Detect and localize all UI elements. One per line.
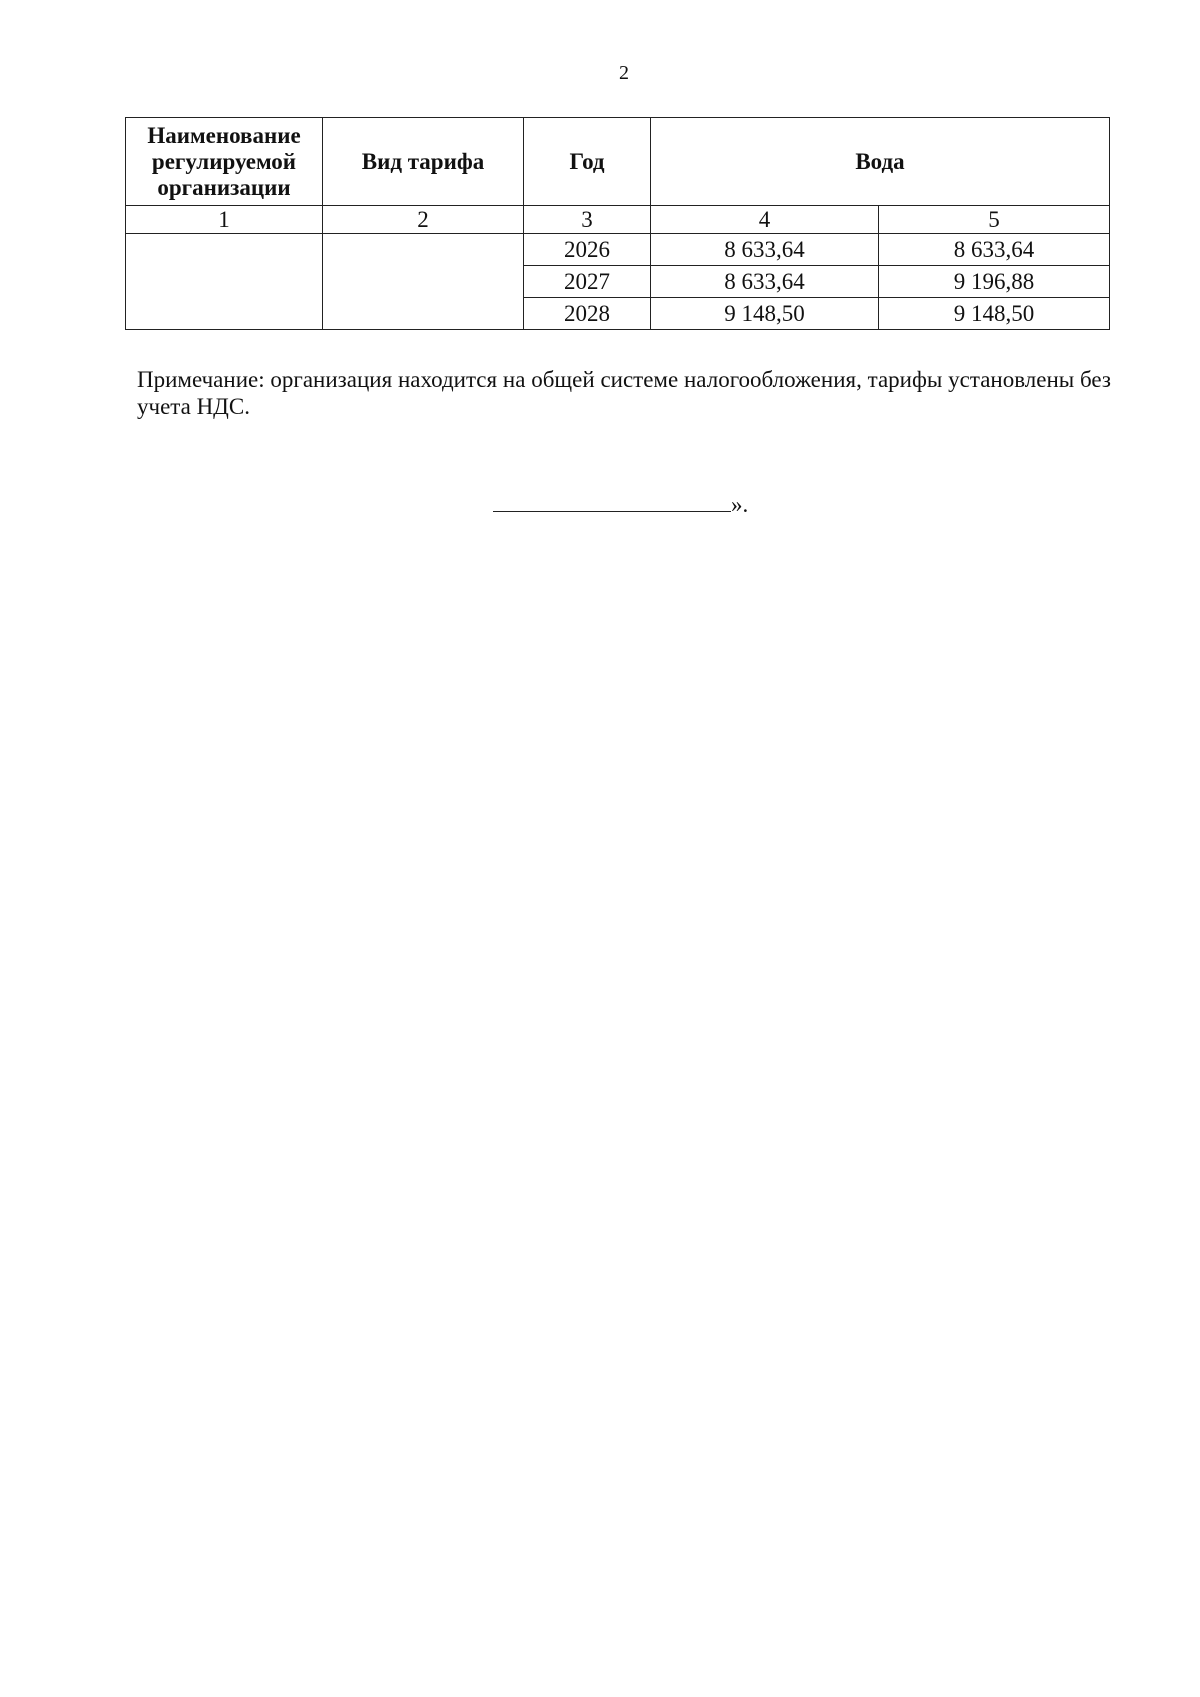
year-cell: 2026 xyxy=(524,234,651,266)
page-number: 2 xyxy=(619,62,629,84)
table-header-row xyxy=(126,118,1110,206)
value-cell: 9 196,88 xyxy=(879,266,1110,298)
closing-quote-mark: ». xyxy=(731,492,749,517)
header-org-name: Наименование регулируемой организации xyxy=(126,118,323,206)
column-number: 2 xyxy=(323,206,524,234)
header-tariff-type: Вид тарифа xyxy=(323,118,524,206)
year-cell: 2028 xyxy=(524,298,651,330)
value-cell: 8 633,64 xyxy=(651,234,879,266)
table-row xyxy=(126,234,1110,266)
tariff-type-cell xyxy=(323,234,524,330)
closing-line xyxy=(493,492,748,518)
value-cell: 8 633,64 xyxy=(879,234,1110,266)
column-number: 3 xyxy=(524,206,651,234)
value-cell: 9 148,50 xyxy=(879,298,1110,330)
column-number: 1 xyxy=(126,206,323,234)
value-cell: 9 148,50 xyxy=(651,298,879,330)
header-water: Вода xyxy=(651,118,1110,206)
year-cell: 2027 xyxy=(524,266,651,298)
value-cell: 8 633,64 xyxy=(651,266,879,298)
tariff-table xyxy=(125,117,1110,330)
column-number: 4 xyxy=(651,206,879,234)
column-number: 5 xyxy=(879,206,1110,234)
column-number-row xyxy=(126,206,1110,234)
note-paragraph: Примечание: организация находится на общей системе налогообложения, тарифы установлены без учета НДС. xyxy=(137,367,1111,419)
org-name-cell xyxy=(126,234,323,330)
header-year: Год xyxy=(524,118,651,206)
signature-underline xyxy=(493,493,731,512)
